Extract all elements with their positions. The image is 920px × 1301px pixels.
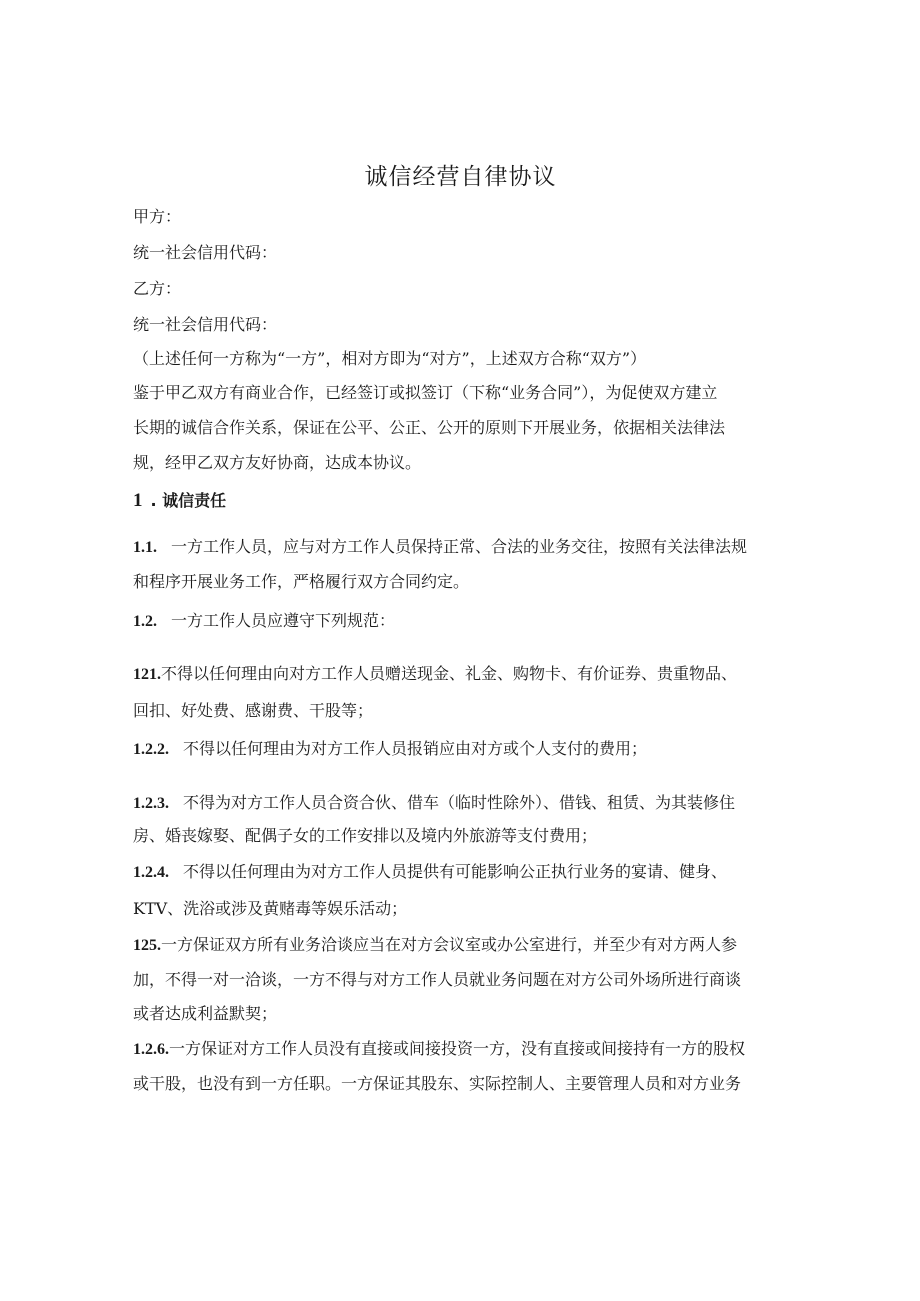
clause-number: 121. [133,666,161,683]
clause-text: 一方工作人员，应与对方工作人员保持正常、合法的业务交往，按照有关法律法规 [171,537,748,556]
clause-text: 一方工作人员应遵守下列规范： [171,611,396,630]
clause-line [133,862,788,883]
clause-line [133,611,788,632]
clause-line [133,664,788,685]
clause-text: 不得以任何理由为对方工作人员提供有可能影响公正执行业务的宴请、健身、 [183,862,728,881]
clause-line: 加，不得一对一洽谈，一方不得与对方工作人员就业务问题在对方公司外场所进行商谈 [133,970,742,989]
clause-text: 不得以任何理由向对方工作人员赠送现金、礼金、购物卡、有价证券、贵重物品、 [161,664,738,683]
preamble-line: 长期的诚信合作关系，保证在公平、公正、公开的原则下开展业务，依据相关法律法 [133,418,726,437]
clause-line: 和程序开展业务工作，严格履行双方合同约定。 [133,572,470,591]
section-number: 1 [133,490,143,511]
clause-number: 1.2.2. [133,741,169,758]
clause-number: 1.2.4. [133,864,169,881]
party-definition-note: （上述任何一方称为“一方”，相对方即为“对方”，上述双方合称“双方”） [133,349,647,368]
clause-line [133,739,788,760]
clause-line [133,537,788,558]
clause-line: 回扣、好处费、感谢费、干股等； [133,701,374,720]
clause-text: 一方保证双方所有业务洽谈应当在对方会议室或办公室进行，并至少有对方两人参 [161,935,738,954]
preamble-line: 鉴于甲乙双方有商业合作，已经签订或拟签订（下称“业务合同”），为促使双方建立 [133,383,718,402]
clause-line: 房、婚丧嫁娶、配偶子女的工作安排以及境内外旅游等支付费用； [133,826,598,845]
clause-line: 或者达成利益默契； [133,1004,278,1023]
preamble-line: 规，经甲乙双方友好协商，达成本协议。 [133,453,422,472]
clause-number: 1.2.3. [133,795,169,812]
party-a-label: 甲方： [133,207,182,226]
clause-number: 1.2. [133,613,157,630]
clause-text: 一方保证对方工作人员没有直接或间接投资一方，没有直接或间接持有一方的股权 [169,1039,746,1058]
clause-number: 1.1. [133,539,157,556]
section-title: . 诚信责任 [150,491,227,510]
clause-text: 不得以任何理由为对方工作人员报销应由对方或个人支付的费用； [183,739,648,758]
party-b-label: 乙方： [133,279,182,298]
clause-line [133,793,788,814]
clause-line [133,1039,788,1060]
clause-line [133,935,788,956]
clause-number: 1.2.6. [133,1041,169,1058]
party-b-code-label: 统一社会信用代码： [133,315,278,334]
clause-line: KTV、洗浴或涉及黄赌毒等娱乐活动； [133,899,408,918]
party-a-code-label: 统一社会信用代码： [133,243,278,262]
clause-line: 或干股，也没有到一方任职。一方保证其股东、实际控制人、主要管理人员和对方业务 [133,1074,742,1093]
clause-number: 125. [133,937,161,954]
section-heading [133,491,788,511]
document-title: 诚信经营自律协议 [364,164,557,190]
clause-text: 不得为对方工作人员合资合伙、借车（临时性除外）、借钱、租赁、为其装修住 [183,793,736,812]
